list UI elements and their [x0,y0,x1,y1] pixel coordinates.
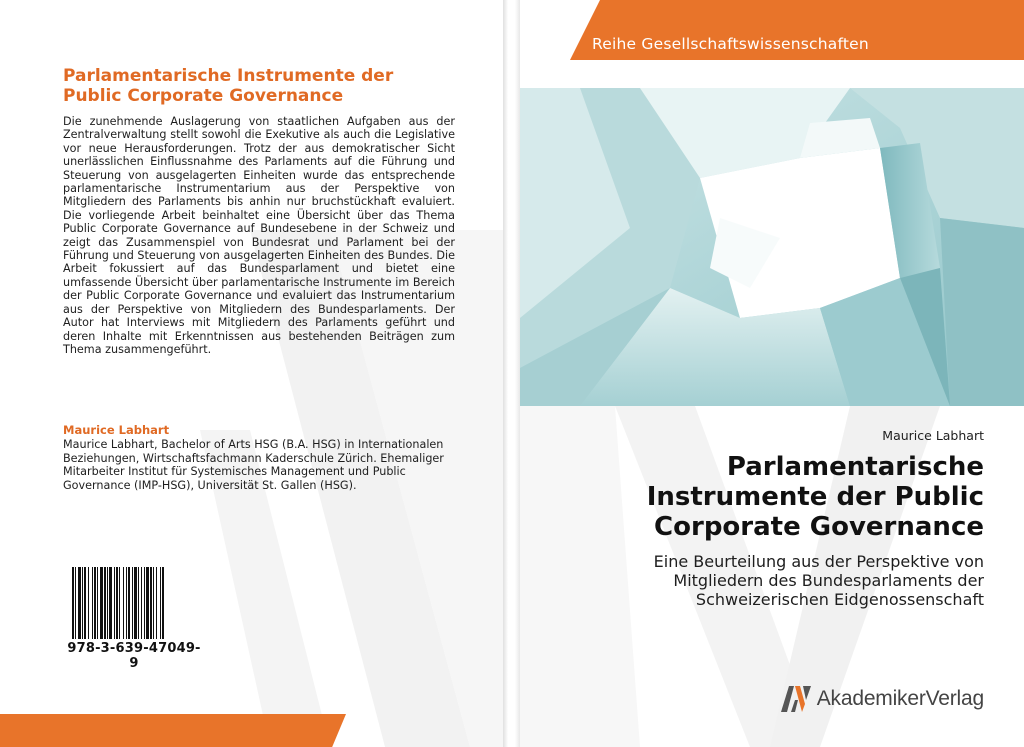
isbn-number: 978-3-639-47049-9 [67,641,201,671]
barcode-bar [144,567,145,639]
front-subtitle-line-3: Schweizerischen Eidgenossenschaft [695,590,984,609]
back-bottom-band [0,714,346,747]
front-title-line-1: Parlamentarische [726,452,984,482]
barcode-bar [94,567,96,639]
barcode-bar [123,567,124,639]
publisher-logo-block [781,684,984,714]
back-top-band [0,0,478,56]
barcode-bar [75,567,76,639]
author-heading: Maurice Labhart [63,423,170,437]
barcode-bar [134,567,137,639]
cover-architecture-image [520,88,1024,406]
barcode-bar [126,567,127,639]
barcode-bar [100,567,103,639]
barcode-bar [97,567,98,639]
front-cover [520,0,1024,747]
barcode-bar [116,567,118,639]
back-title-line-2: Public Corporate Governance [63,86,344,106]
barcode-bar [92,567,93,639]
barcode-bar [109,567,112,639]
front-subtitle-line-1: Eine Beurteilung aus der Perspektive von [653,552,984,571]
barcode-icon [70,567,198,639]
barcode-bar [138,567,139,639]
barcode-bar [107,567,108,639]
barcode-bar [78,567,81,639]
front-title [564,452,984,542]
barcode-bar [160,567,161,639]
barcode-bar [146,567,149,639]
publisher-av-logo-icon [781,686,811,712]
barcode-bar [132,567,133,639]
barcode-bar [104,567,106,639]
barcode-bar [82,567,83,639]
barcode-bar [141,567,142,639]
barcode-bar [72,567,74,639]
barcode-bar [114,567,115,639]
barcode-bar [119,567,120,639]
publisher-name [817,687,984,711]
spine [503,0,520,747]
front-title-line-3: Corporate Governance [654,512,984,542]
front-title-line-2: Instrumente der Public [646,482,984,512]
back-title [63,66,423,106]
barcode-box [64,559,204,671]
barcode-bar [88,567,89,639]
publisher-name-part-1: Akademiker [816,687,926,710]
front-subtitle-line-2: Mitgliedern des Bundesparlaments der [673,571,984,590]
barcode-bar [128,567,130,639]
front-subtitle [544,552,984,609]
series-label: Reihe Gesellschaftswissenschaften [592,35,869,53]
barcode-bar [153,567,154,639]
barcode-bar [156,567,157,639]
blurb-text: Die zunehmende Auslagerung von staatlichen Aufgaben aus der Zentralverwaltung stellt sowohl die Exekutive als auch die Legislative vor neue Herausforderungen. Trotz der aus demokratischer Sicht unerlässlichen Einflussnahme des Parlaments auf die Führung und Steuerung von ausgelagerten Einheiten wurde das entsprechende parlamentarische Instrumentarium aus der Perspektive von Mitgliedern des Parlaments bis anhin nur bruchstückhaft evaluiert. Die vorliegende Arbeit beinhaltet eine Übersicht über das Thema Public Corporate Governance auf Bundesebene in der Schweiz und zeigt das Zusammenspiel von Bundesrat und Parlament bei der Führung und Steuerung von ausgelagerten Einheiten des Bundes. Die Arbeit fokussiert auf das Bundesparlament und bietet eine umfassende Übersicht über parlamentarische Instrumente im Bereich der Public Corporate Governance und evaluiert das Instrumentarium aus der Perspektive von Mitgliedern des Bundesparlaments. Der Autor hat Interviews mit Mitgliedern des Parlaments geführt und deren Inhalte mit Erkenntnissen aus bestehenden Beiträgen zum Thema zusammengeführt. [63,115,455,356]
back-title-line-1: Parlamentarische Instrumente der [63,66,394,86]
barcode-bar [162,567,164,639]
barcode-bar [150,567,152,639]
front-author: Maurice Labhart [882,428,984,443]
back-cover [0,0,503,747]
barcode-bar [84,567,86,639]
author-bio: Maurice Labhart, Bachelor of Arts HSG (B.A. HSG) in Internationalen Beziehungen, Wirtschaftsfachmann Kaderschule Zürich. Ehemaliger Mitarbeiter Institut für Systemisches Management und Public Governance (IMP-HSG), Universität St. Gallen (HSG). [63,438,444,492]
publisher-name-part-2: Verlag [925,687,984,710]
